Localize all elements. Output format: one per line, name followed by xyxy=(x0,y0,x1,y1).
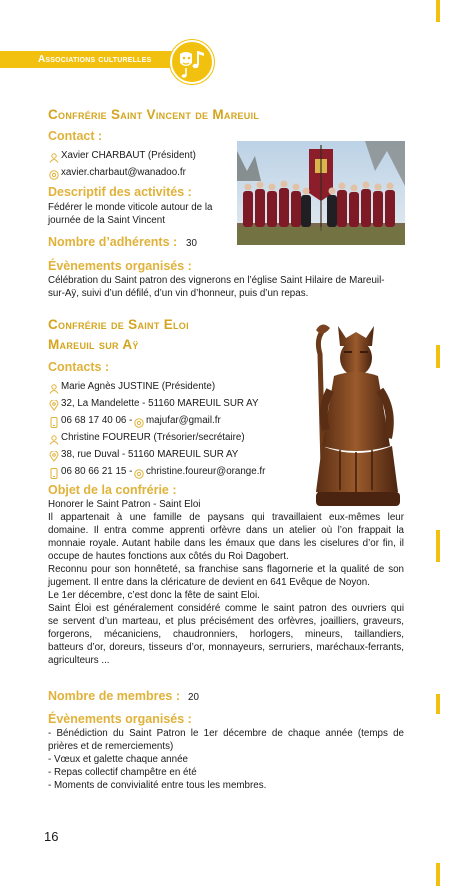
phone-icon xyxy=(49,415,59,425)
events-heading: Évènements organisés : xyxy=(48,712,192,726)
contact2-address: 38, rue Duval - 51160 MAREUIL SUR AY xyxy=(61,449,239,460)
location-pin-icon xyxy=(49,398,59,408)
person-icon xyxy=(49,432,59,442)
side-strip xyxy=(436,694,440,714)
contact2-phone[interactable]: 06 80 66 21 15 - xyxy=(61,466,133,477)
side-strip xyxy=(436,345,440,368)
section-label: Associations culturelles xyxy=(38,54,152,65)
email-icon xyxy=(49,167,59,177)
list-item: prières et de remerciements) xyxy=(48,741,174,752)
list-item: - Bénédiction du Saint Patron le 1er décembre de chaque année (temps de xyxy=(48,728,404,739)
contact1-name: Marie Agnès JUSTINE (Présidente) xyxy=(61,381,216,392)
object-text: Honorer le Saint Patron - Saint Eloi xyxy=(48,499,201,510)
events-heading: Évènements organisés : xyxy=(48,259,192,273)
association-title: Confrérie Saint Vincent de Mareuil xyxy=(48,107,260,122)
events-list xyxy=(48,727,404,792)
side-strip xyxy=(436,863,440,886)
activities-heading: Descriptif des activités : xyxy=(48,185,192,199)
contact-heading: Contact : xyxy=(48,129,103,143)
email-icon xyxy=(134,466,144,476)
contact1-address: 32, La Mandelette - 51160 MAREUIL SUR AY xyxy=(61,398,259,409)
contact2-name: Christine FOUREUR (Trésorier/secrétaire) xyxy=(61,432,245,443)
members-heading: Nombre de membres : xyxy=(48,689,180,703)
contact1-email[interactable]: majufar@gmail.fr xyxy=(146,415,221,426)
culture-badge xyxy=(170,40,214,84)
object-heading: Objet de la confrérie : xyxy=(48,483,177,497)
location-pin-icon xyxy=(49,449,59,459)
email-icon xyxy=(134,415,144,425)
list-item: - Moments de convivialité entre tous les membres. xyxy=(48,780,267,791)
contact2-email[interactable]: christine.foureur@orange.fr xyxy=(146,466,266,477)
person-icon xyxy=(49,381,59,391)
brotherhood-photo xyxy=(237,141,405,245)
association-title-line1: Confrérie de Saint Eloi xyxy=(48,317,189,332)
list-item: - Repas collectif champêtre en été xyxy=(48,767,197,778)
page-number: 16 xyxy=(44,829,59,844)
events-text: Célébration du Saint patron des vignerons en l’église Saint Hilaire de Mareuil- sur-Aÿ, suivi d’un défilé, d’un vin d’honneur, puis d’un repas. xyxy=(48,275,385,299)
members-heading: Nombre d’adhérents : xyxy=(48,235,178,249)
contact-name: Xavier CHARBAUT (Président) xyxy=(61,150,196,161)
contact1-phone[interactable]: 06 68 17 40 06 - xyxy=(61,415,133,426)
members-value: 30 xyxy=(186,238,197,249)
person-icon xyxy=(49,150,59,160)
members-value: 20 xyxy=(188,692,199,703)
activities-text: Fédérer le monde viticole autour de la journée de la Saint Vincent xyxy=(48,202,213,226)
side-strip xyxy=(436,530,440,562)
side-strip xyxy=(436,0,440,22)
object-text: Il appartenait à une famille de paysans qui travaillaient eux-mêmes leur domaine. Il entra comme apprenti orfèvre dans un atelier où l’on frappait la monnaie royale. Autant habile dans les émaux que dans les ciselures d’or fin, il occupe de hautes fonctions aux côtés du Roi Dagobert. Reconnu pour son honnêteté, sa franchise sans flagornerie et la qualité de son jugement. Il entre dans la cléricature de devient en 641 Evêque de Noyon. Le 1er décembre, c’est donc la fête de saint Eloi. Saint Éloi est généralement considéré comme le saint patron des ouvriers qui se servent d’un marteau, et plus précisément des orfèvres, joailliers, graveurs, forgerons, mécaniciens, chaudronniers, horlogers, mineurs, taillandiers, batteurs d’or, doreurs, tisseurs d’or, monnayeurs, serruriers, maréchaux-ferrants, agriculteurs ... xyxy=(48,512,404,666)
phone-icon xyxy=(49,466,59,476)
saint-eloi-statue xyxy=(300,320,404,508)
list-item: - Vœux et galette chaque année xyxy=(48,754,188,765)
contact-email[interactable]: xavier.charbaut@wanadoo.fr xyxy=(61,167,186,178)
association-title-line2: Mareuil sur Aÿ xyxy=(48,337,139,352)
contacts-heading: Contacts : xyxy=(48,360,110,374)
theater-music-icon xyxy=(172,42,212,82)
